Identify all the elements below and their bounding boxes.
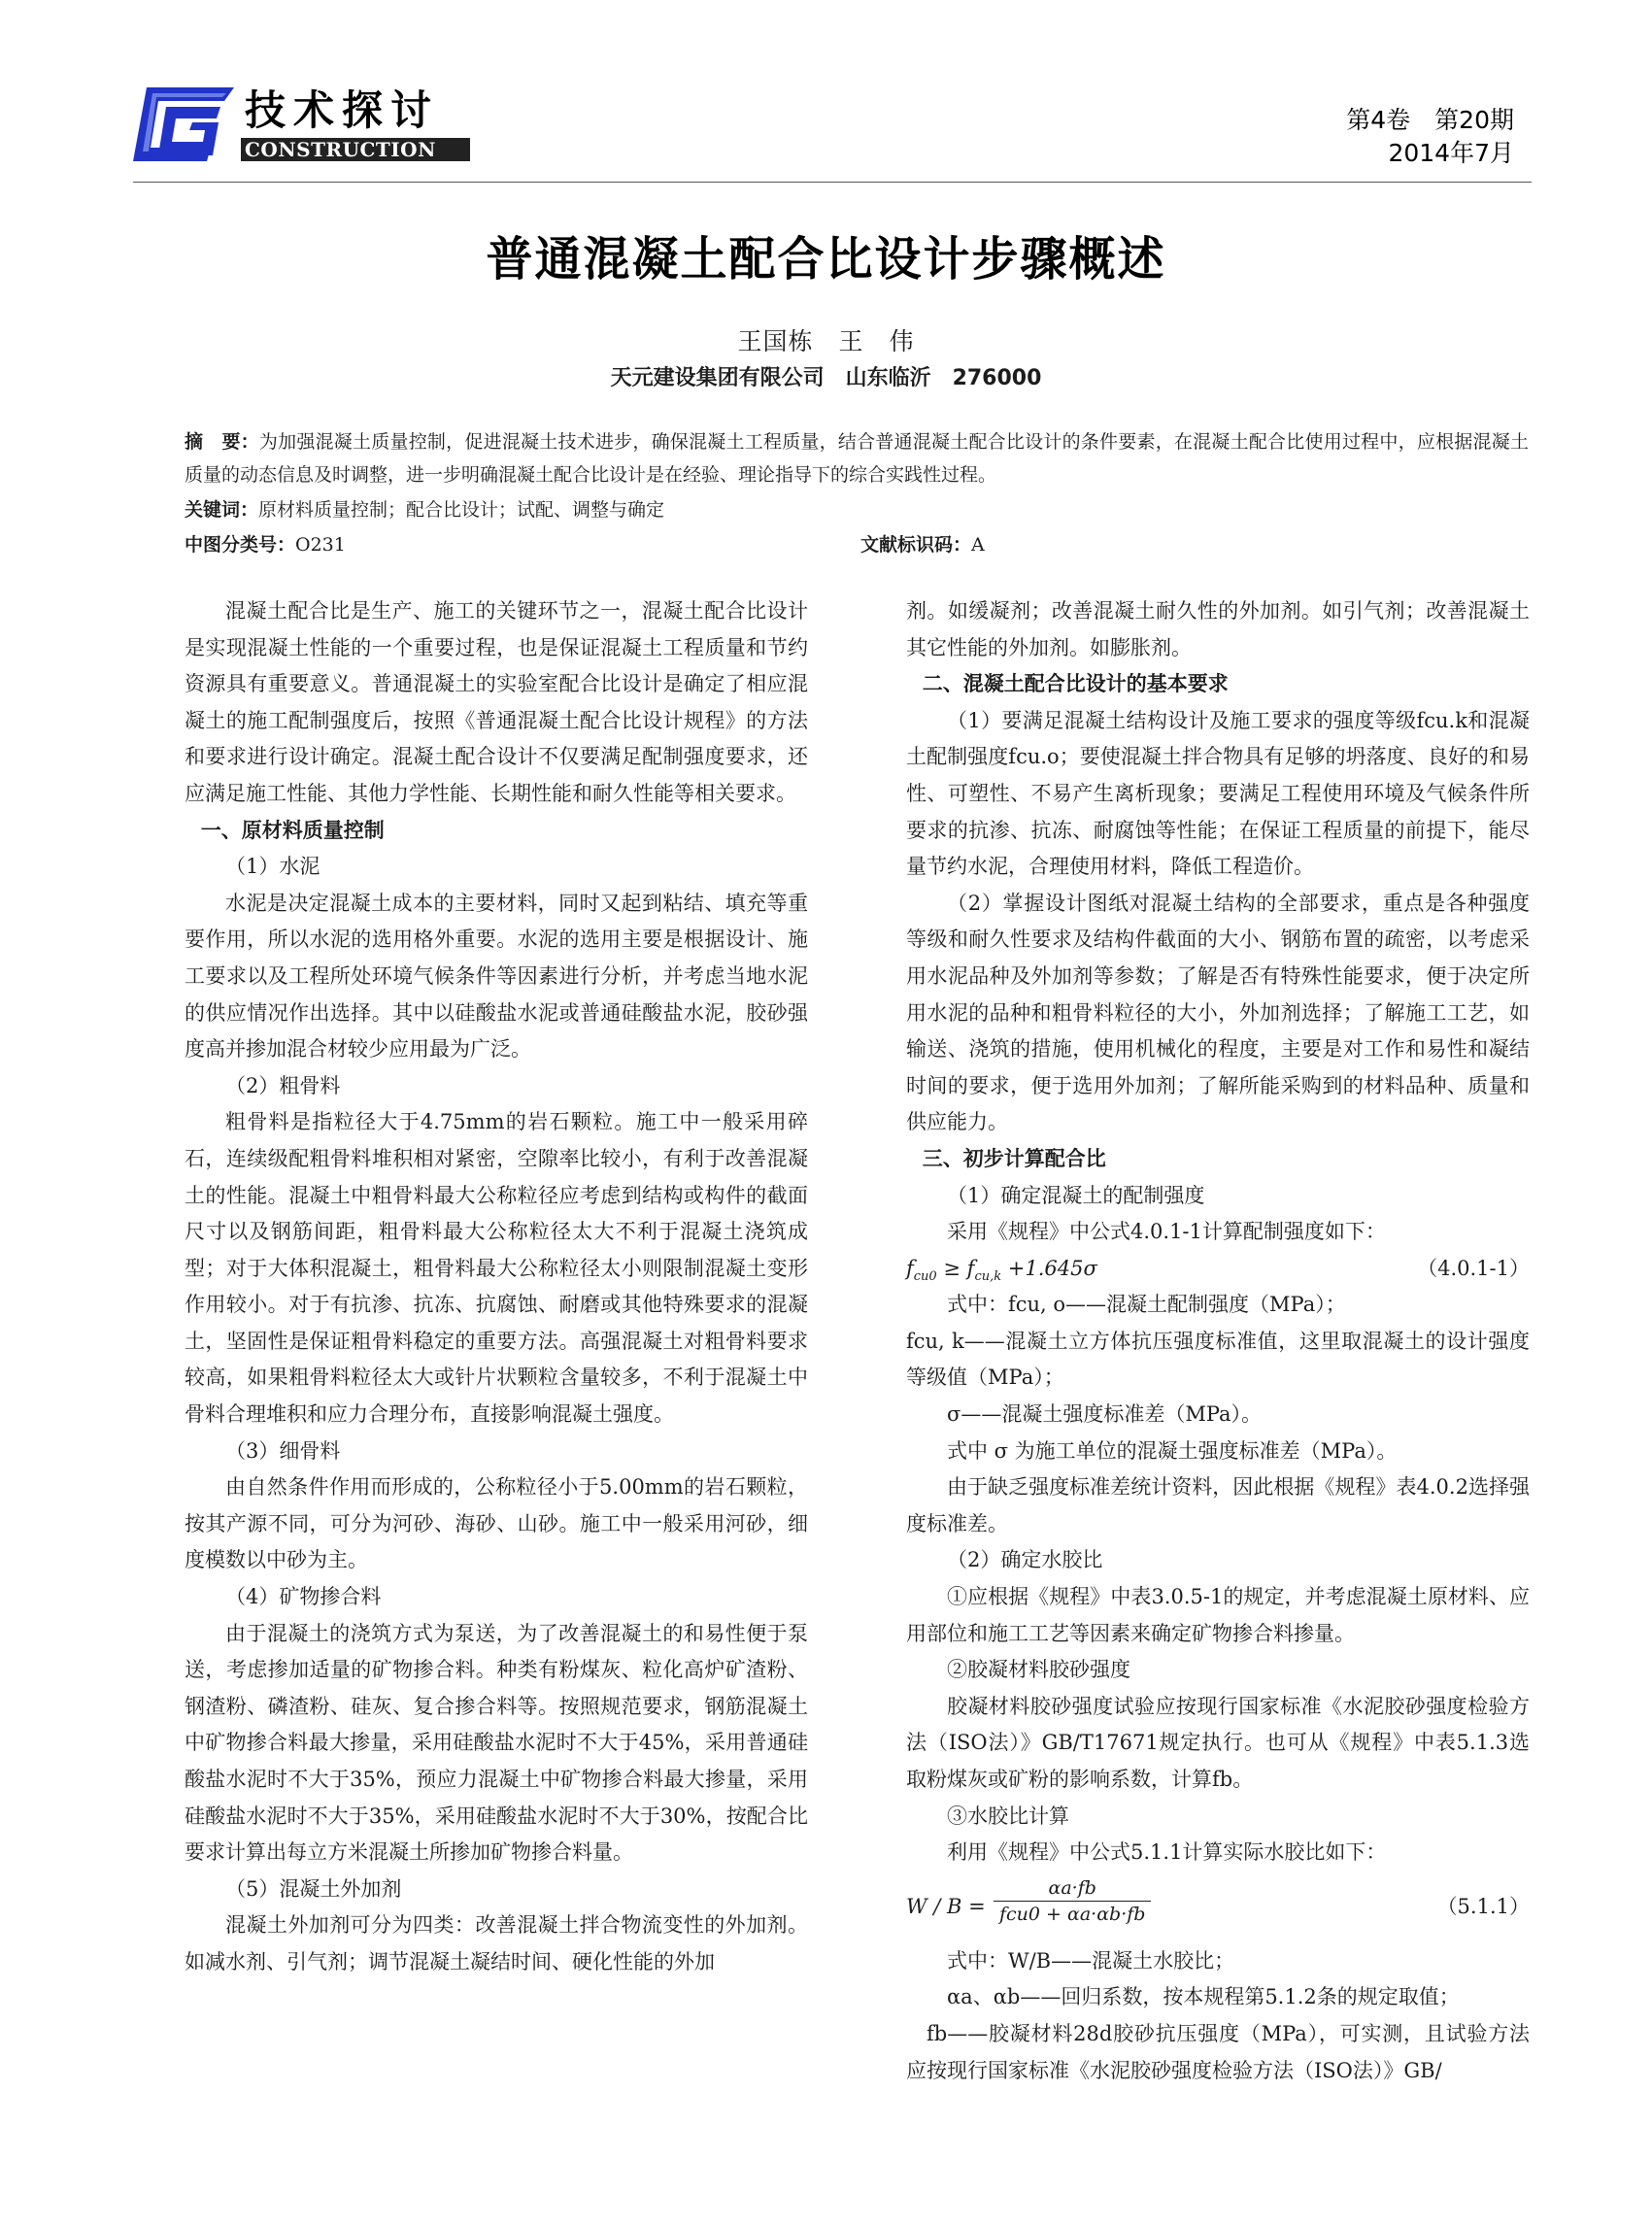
subsection-heading: （5）混凝土外加剂 <box>225 1876 402 1901</box>
body-column-left <box>185 593 808 1981</box>
abstract <box>185 425 1529 491</box>
header-divider <box>133 182 1532 183</box>
abstract-text: 为加强混凝土质量控制，促进混凝土技术进步，确保混凝土工程质量，结合普通混凝土配合比设计的条件要素，在混凝土配合比使用过程中，应根据混凝土质量的动态信息及时调整，进一步明确混凝土配合比设计是在经验、理论指导下的综合实践性过程。 <box>185 431 1529 486</box>
paragraph: （1）要满足混凝土结构设计及施工要求的强度等级fcu.k和混凝土配制强度fcu.o；要使混凝土拌合物具有足够的坍落度、良好的和易性、可塑性、不易产生离析现象；要满足工程使用环境及气候条件所要求的抗渗、抗冻、耐腐蚀等性能；在保证工程质量的前提下，能尽量节约水泥，合理使用材料，降低工程造价。 <box>906 708 1530 879</box>
section-heading: 一、原材料质量控制 <box>200 818 385 842</box>
abstract-label: 摘 要： <box>185 431 259 453</box>
formula-number: （5.1.1） <box>1436 1894 1530 1918</box>
paragraph: σ——混凝土强度标准差（MPa）。 <box>947 1402 1263 1427</box>
subsection-heading: （4）矿物掺合料 <box>225 1585 382 1609</box>
subsection-heading: （1）确定混凝土的配制强度 <box>947 1183 1205 1207</box>
paragraph: 水泥是决定混凝土成本的主要材料，同时又起到粘结、填充等重要作用，所以水泥的选用格外重要。水泥的选用主要是根据设计、施工要求以及工程所处环境气候条件等因素进行分析，并考虑当地水泥的供应情况作出选择。其中以硅酸盐水泥或普通硅酸盐水泥，胶砂强度高并掺加混合材较少应用最为广泛。 <box>185 891 808 1062</box>
paragraph: αa、αb——回归系数，按本规程第5.1.2条的规定取值； <box>947 1985 1460 2009</box>
subsection-heading: （2）粗骨料 <box>225 1073 341 1097</box>
article-title: 普通混凝土配合比设计步骤概述 <box>486 232 1166 287</box>
paragraph: 由于混凝土的浇筑方式为泵送，为了改善混凝土的和易性便于泵送，考虑掺加适量的矿物掺合料。种类有粉煤灰、粒化高炉矿渣粉、钢渣粉、磷渣粉、硅灰、复合掺合料等。按照规范要求，钢筋混凝土中矿物掺合料最大掺量，采用硅酸盐水泥时不大于45%，采用普通硅酸盐水泥时不大于35%，预应力混凝土中矿物掺合料最大掺量，采用硅酸盐水泥时不大于35%，采用硅酸盐水泥时不大于30%，按配合比要求计算出每立方米混凝土所掺加矿物掺合料量。 <box>185 1621 808 1865</box>
formula-4-0-1-1 <box>906 1251 1530 1288</box>
paragraph: 混凝土配合比是生产、施工的关键环节之一，混凝土配合比设计是实现混凝土性能的一个重要过程，也是保证混凝土工程质量和节约资源具有重要意义。普通混凝土的实验室配合比设计是确定了相应混凝土的施工配制强度后，按照《普通混凝土配合比设计规程》的方法和要求进行设计确定。混凝土配合设计不仅要满足配制强度要求，还应满足施工性能、其他力学性能、长期性能和耐久性能等相关要求。 <box>185 599 808 805</box>
paragraph: 剂。如缓凝剂；改善混凝土耐久性的外加剂。如引气剂；改善混凝土其它性能的外加剂。如膨胀剂。 <box>906 599 1530 659</box>
paragraph: ③水胶比计算 <box>947 1804 1069 1828</box>
paragraph: 利用《规程》中公式5.1.1计算实际水胶比如下： <box>947 1840 1387 1865</box>
clc-value: O231 <box>295 534 346 556</box>
subsection-heading: （3）细骨料 <box>225 1438 341 1463</box>
doc-value: A <box>971 534 985 556</box>
keywords <box>185 493 664 526</box>
paragraph: 式中：W/B——混凝土水胶比； <box>947 1948 1235 1973</box>
logo-subtitle: CONSTRUCTION <box>241 138 470 161</box>
formula-expression: $f_{cu0} \ge f_{cu,k} +1.645\sigma$ <box>906 1256 1097 1284</box>
doc-label: 文献标识码： <box>860 534 972 556</box>
paragraph: 胶凝材料胶砂强度试验应按现行国家标准《水泥胶砂强度检验方法（ISO法）》GB/T17671规定执行。也可从《规程》中表5.1.3选取粉煤灰或矿粉的影响系数，计算fb。 <box>906 1694 1530 1791</box>
issue-date: 2014年7月 <box>1388 139 1514 167</box>
paragraph: 采用《规程》中公式4.0.1-1计算配制强度如下： <box>947 1220 1386 1244</box>
paragraph: 由自然条件作用而形成的，公称粒径小于5.00mm的岩石颗粒，按其产源不同，可分为河砂、海砂、山砂。施工中一般采用河砂，细度模数以中砂为主。 <box>185 1475 808 1572</box>
subsection-heading: （2）确定水胶比 <box>947 1548 1103 1572</box>
document-code <box>860 528 985 561</box>
paragraph: 混凝土外加剂可分为四类：改善混凝土拌合物流变性的外加剂。如减水剂、引气剂；调节混凝土凝结时间、硬化性能的外加 <box>185 1913 808 1973</box>
formula-5-1-1 <box>906 1875 1530 1938</box>
classification-number <box>185 528 346 561</box>
subsection-heading: （1）水泥 <box>225 855 320 879</box>
paragraph: 式中 σ 为施工单位的混凝土强度标准差（MPa）。 <box>947 1438 1398 1463</box>
affiliation: 天元建设集团有限公司 山东临沂 276000 <box>610 366 1042 390</box>
keywords-label: 关键词： <box>185 499 259 521</box>
paragraph: ①应根据《规程》中表3.0.5-1的规定，并考虑混凝土原材料、应用部位和施工工艺等因素来确定矿物掺合料掺量。 <box>906 1585 1530 1645</box>
logo-title: 技术探讨 <box>245 86 440 134</box>
fraction-numerator: αa·fb <box>994 1875 1151 1902</box>
keywords-text: 原材料质量控制；配合比设计；试配、调整与确定 <box>258 499 665 521</box>
fraction-denominator: fcu0 + αa·αb·fb <box>999 1903 1146 1925</box>
authors: 王国栋 王 伟 <box>737 327 915 355</box>
formula-lhs: W / B = <box>906 1894 986 1918</box>
paragraph: 式中：fcu, o——混凝土配制强度（MPa）； <box>947 1293 1346 1317</box>
formula-fraction <box>994 1875 1151 1927</box>
section-heading: 二、混凝土配合比设计的基本要求 <box>922 672 1229 696</box>
body-column-right <box>906 593 1530 2089</box>
paragraph: fcu, k——混凝土立方体抗压强度标准值，这里取混凝土的设计强度等级值（MPa）； <box>906 1329 1530 1390</box>
paragraph: 粗骨料是指粒径大于4.75mm的岩石颗粒。施工中一般采用碎石，连续级配粗骨料堆积相对紧密，空隙率比较小，有利于改善混凝土的性能。混凝土中粗骨料最大公称粒径应考虑到结构或构件的截面尺寸以及钢筋间距，粗骨料最大公称粒径太大不利于混凝土浇筑成型；对于大体积混凝土，粗骨料最大公称粒径太小则限制混凝土变形作用较小。对于有抗渗、抗冻、抗腐蚀、耐磨或其他特殊要求的混凝土，坚固性是保证粗骨料稳定的重要方法。高强混凝土对粗骨料要求较高，如果粗骨料粒径太大或针片状颗粒含量较多，不利于混凝土中骨料合理堆积和应力合理分布，直接影响混凝土强度。 <box>185 1110 808 1427</box>
formula-number: （4.0.1-1） <box>1417 1256 1530 1280</box>
section-heading: 三、初步计算配合比 <box>922 1146 1106 1170</box>
issue-info <box>1346 104 1514 170</box>
journal-logo-icon <box>133 87 234 161</box>
paragraph: fb——胶凝材料28d胶砂抗压强度（MPa），可实测，且试验方法应按现行国家标准《水泥胶砂强度检验方法（ISO法）》GB/ <box>906 2021 1530 2082</box>
paragraph: （2）掌握设计图纸对混凝土结构的全部要求，重点是各种强度等级和耐久性要求及结构件截面的大小、钢筋布置的疏密，以考虑采用水泥品种及外加剂等参数；了解是否有特殊性能要求，便于决定所用水泥的品种和粗骨料粒径的大小，外加剂选择；了解施工工艺，如输送、浇筑的措施，使用机械化的程度，主要是对工作和易性和凝结时间的要求，便于选用外加剂；了解所能采购到的材料品种、质量和供应能力。 <box>906 891 1530 1134</box>
volume-issue: 第4卷 第20期 <box>1346 106 1514 134</box>
paragraph: ②胶凝材料胶砂强度 <box>947 1658 1130 1682</box>
clc-label: 中图分类号： <box>185 534 296 556</box>
paragraph: 由于缺乏强度标准差统计资料，因此根据《规程》表4.0.2选择强度标准差。 <box>906 1475 1530 1535</box>
